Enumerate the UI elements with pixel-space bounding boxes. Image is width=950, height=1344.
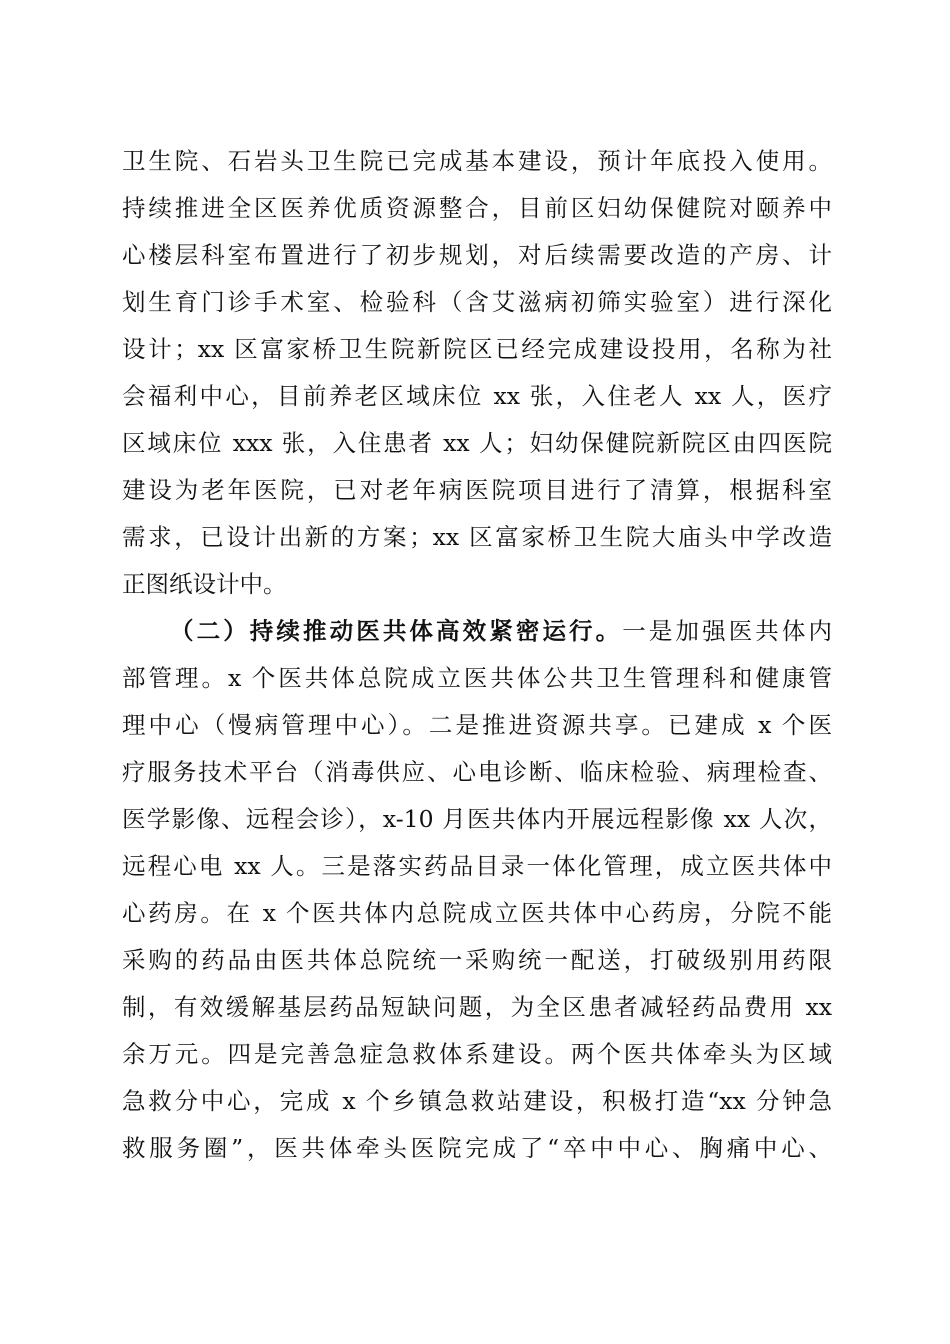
body-text-inline: 一是加强医共体内 bbox=[622, 617, 833, 645]
body-text-line: 远程心电 xx 人。三是落实药品目录一体化管理，成立医共体中 bbox=[122, 852, 832, 880]
body-text-line: 正图纸设计中。 bbox=[122, 570, 287, 598]
body-text-line: 需求，已设计出新的方案；xx 区富家桥卫生院大庙头中学改造 bbox=[122, 523, 832, 551]
body-text-line: 建设为老年医院，已对老年病医院项目进行了清算，根据科室 bbox=[122, 476, 832, 504]
body-text-line: 会福利中心，目前养老区域床位 xx 张，入住老人 xx 人，医疗 bbox=[122, 382, 832, 410]
body-text-line: 卫生院、石岩头卫生院已完成基本建设，预计年底投入使用。 bbox=[122, 147, 832, 175]
body-text-line: 理中心（慢病管理中心）。二是推进资源共享。已建成 x 个医 bbox=[122, 711, 832, 739]
body-text-line: 心药房。在 x 个医共体内总院成立医共体中心药房，分院不能 bbox=[122, 899, 832, 927]
body-text-line: 划生育门诊手术室、检验科（含艾滋病初筛实验室）进行深化 bbox=[122, 288, 832, 316]
body-text-line: 心楼层科室布置进行了初步规划，对后续需要改造的产房、计 bbox=[122, 241, 832, 269]
body-text-line: 部管理。x 个医共体总院成立医共体公共卫生管理科和健康管 bbox=[122, 664, 832, 692]
body-text-line: 采购的药品由医共体总院统一采购统一配送，打破级别用药限 bbox=[122, 946, 832, 974]
body-text-line: 疗服务技术平台（消毒供应、心电诊断、临床检验、病理检查、 bbox=[122, 758, 832, 786]
body-text-line: 急救分中心，完成 x 个乡镇急救站建设，积极打造“xx 分钟急 bbox=[122, 1087, 832, 1115]
section-heading: （二）持续推动医共体高效紧密运行。 bbox=[170, 617, 623, 645]
body-text-line: 制，有效缓解基层药品短缺问题，为全区患者减轻药品费用 xx bbox=[122, 993, 832, 1021]
body-text-line: 救服务圈”，医共体牵头医院完成了“卒中中心、胸痛中心、 bbox=[122, 1134, 832, 1162]
body-text-line: 余万元。四是完善急症急救体系建设。两个医共体牵头为区域 bbox=[122, 1040, 832, 1068]
section-heading-line bbox=[170, 609, 832, 653]
body-text-line: 持续推进全区医养优质资源整合，目前区妇幼保健院对颐养中 bbox=[122, 194, 832, 222]
body-text-line: 设计；xx 区富家桥卫生院新院区已经完成建设投用，名称为社 bbox=[122, 335, 832, 363]
body-text-line: 医学影像、远程会诊），x-10 月医共体内开展远程影像 xx 人次， bbox=[122, 805, 832, 833]
body-text-line: 区域床位 xxx 张，入住患者 xx 人；妇幼保健院新院区由四医院 bbox=[122, 429, 832, 457]
